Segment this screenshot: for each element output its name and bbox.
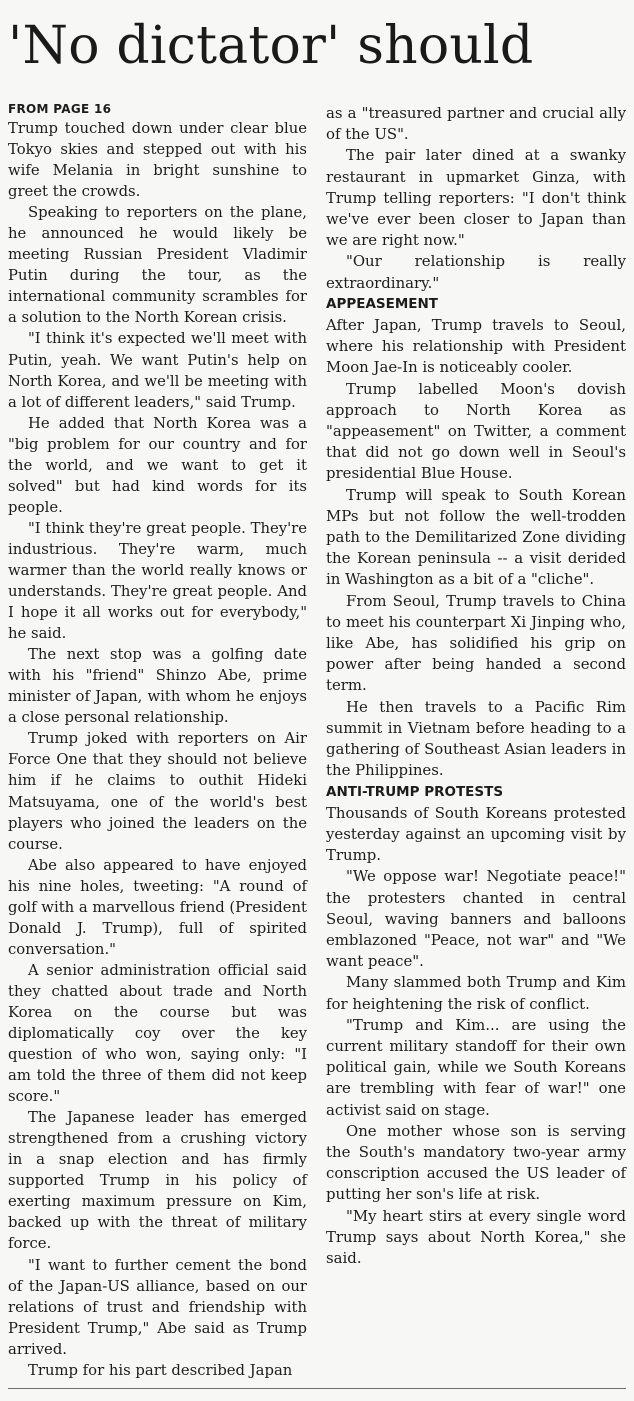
paragraph: A senior administration official said they chatted about trade and North Korea on the course but was diplomatically coy over the key question of who won, saying only: "I am told the three of them did not keep score." xyxy=(8,961,307,1106)
paragraph: The pair later dined at a swanky restaurant in upmarket Ginza, with Trump telling reporters: "I don't think we've ever been closer to Japan than we are right now." xyxy=(326,146,626,250)
paragraph: After Japan, Trump travels to Seoul, where his relationship with President Moon Jae-In is noticeably cooler. xyxy=(326,316,626,377)
paragraph: One mother whose son is serving the South's mandatory two-year army conscription accused the US leader of putting her son's life at risk. xyxy=(326,1121,626,1204)
paragraph: Trump for his part described Japan xyxy=(28,1361,293,1379)
paragraph: "I think it's expected we'll meet with Putin, yeah. We want Putin's help on North Korea, and we'll be meeting with a lot of different leaders," said Trump. xyxy=(8,330,307,411)
continued-from-label: FROM PAGE 16 xyxy=(8,102,112,116)
paragraph: He then travels to a Pacific Rim summit in Vietnam before heading to a gathering of Southeast Asian leaders in the Philippines. xyxy=(326,697,626,780)
paragraph: The Japanese leader has emerged strengthened from a crushing victory in a snap election and has firmly supported Trump in his policy of exerting maximum pressure on Kim, backed up with the threat of military force. xyxy=(8,1109,307,1253)
subheading-appeasement: APPEASEMENT xyxy=(326,295,439,312)
paragraph: Thousands of South Koreans protested yesterday against an upcoming visit by Trump. xyxy=(326,803,626,865)
subheading-anti-trump-protests: ANTI-TRUMP PROTESTS xyxy=(326,783,504,800)
paragraph: Trump will speak to South Korean MPs but not follow the well-trodden path to the Demilitarized Zone dividing the Korean peninsula -- a visit derided in Washington as a bit of a "cliche". xyxy=(326,485,626,589)
paragraph: Trump touched down under clear blue Tokyo skies and stepped out with his wife Melania in bright sunshine to greet the crowds. xyxy=(8,120,307,201)
paragraph: "My heart stirs at every single word Trump says about North Korea," she said. xyxy=(326,1206,626,1267)
paragraph: "I want to further cement the bond of the Japan-US alliance, based on our relations of trust and friendship with President Trump," Abe said as Trump arrived. xyxy=(8,1256,307,1358)
paragraph: Trump labelled Moon's dovish approach to North Korea as "appeasement" on Twitter, a comment that did not go down well in Seoul's presidential Blue House. xyxy=(326,379,626,483)
paragraph: "I think they're great people. They're industrious. They're warm, much warmer than the world really knows or understands. They're great people. And I hope it all works out for everybody," he said. xyxy=(8,519,307,643)
paragraph: "We oppose war! Negotiate peace!" the protesters chanted in central Seoul, waving banners and balloons emblazoned "Peace, not war" and "We want peace". xyxy=(326,867,626,971)
article-column-right xyxy=(326,103,626,1269)
headline: 'No dictator' should xyxy=(8,16,534,76)
paragraph: Speaking to reporters on the plane, he announced he would likely be meeting Russian President Vladimir Putin during the tour, as the international community scrambles for a solution to the North Korean crisis. xyxy=(8,204,307,327)
paragraph: Abe also appeared to have enjoyed his nine holes, tweeting: "A round of golf with a marvellous friend (President Donald J. Trump), full of spirited conversation." xyxy=(8,856,307,958)
paragraph: The next stop was a golfing date with his "friend" Shinzo Abe, prime minister of Japan, with whom he enjoys a close personal relationship. xyxy=(8,646,307,727)
article-column-left xyxy=(8,100,307,1381)
bottom-rule xyxy=(8,1388,626,1389)
paragraph: "Trump and Kim... are using the current military standoff for their own political gain, while we South Koreans are trembling with fear of war!" one activist said on stage. xyxy=(326,1015,626,1119)
paragraph-continued: as a "treasured partner and crucial ally of the US". xyxy=(326,104,626,144)
paragraph: He added that North Korea was a "big problem for our country and for the world, and we want to get it solved" but had kind words for its people. xyxy=(8,414,307,516)
paragraph: From Seoul, Trump travels to China to meet his counterpart Xi Jinping who, like Abe, has solidified his grip on power after being handed a second term. xyxy=(326,591,626,695)
paragraph: Many slammed both Trump and Kim for heightening the risk of conflict. xyxy=(326,973,626,1013)
paragraph: "Our relationship is really extraordinary." xyxy=(326,252,626,292)
paragraph: Trump joked with reporters on Air Force One that they should not believe him if he claims to outhit Hideki Matsuyama, one of the world's best players who joined the leaders on the course. xyxy=(8,730,307,853)
